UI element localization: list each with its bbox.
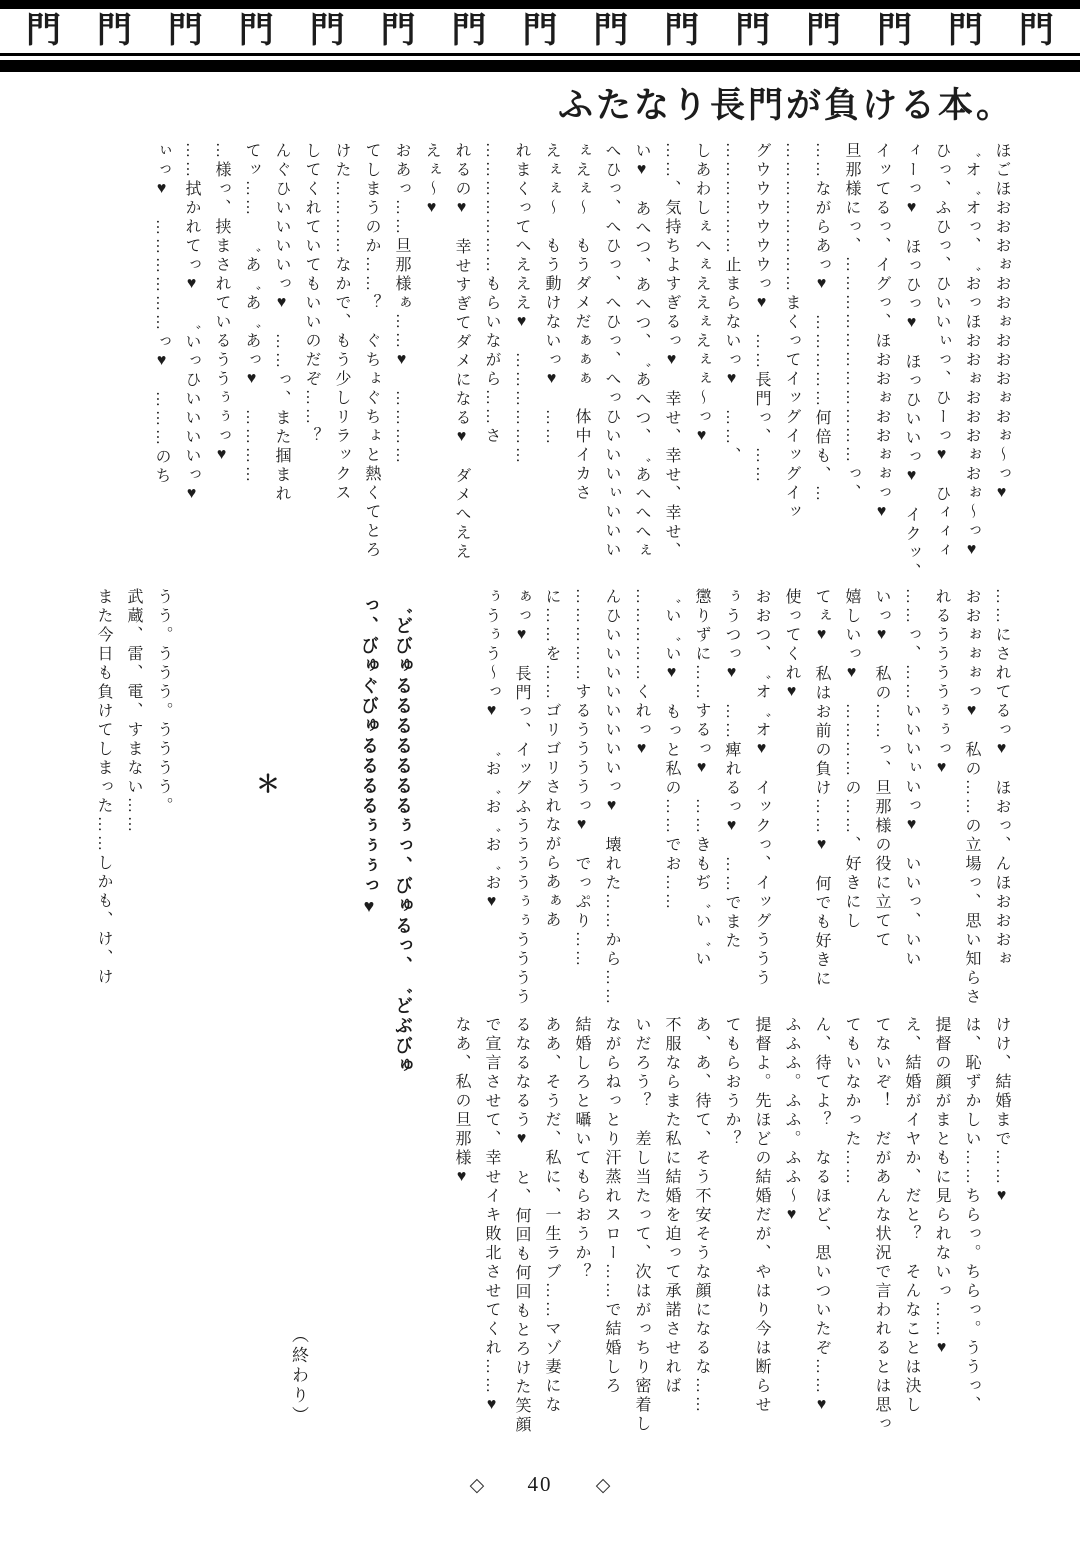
text-column: は、恥ずかしい……ちらっ。ちらっ。ううっ、 xyxy=(963,1016,980,1415)
text-column: ……………くれっ♥ xyxy=(633,588,650,760)
text-block-2 xyxy=(476,588,1016,1012)
text-column: ながらねっとり汗蒸れスロー……で結婚しろ xyxy=(603,1016,620,1396)
text-column: い♥ あへつ、あへつ、゛あへつ、゛あへへへぇ xyxy=(633,142,650,561)
text-column: に……を……ゴリゴリされながらあぁあ xyxy=(543,588,560,930)
diamond-ornament-right: ◇ xyxy=(595,1475,611,1496)
text-column: ……拭かれてっ♥ ゛いっひいいいいっ♥ xyxy=(183,142,200,505)
text-column: グウウウウウウっ♥ ……長門っ、…… xyxy=(753,142,770,485)
gate-glyph: 門 xyxy=(947,10,983,50)
text-column: ほごほおおおぉおおぉおおおぉおぉ〜っ♥ xyxy=(993,142,1010,504)
text-column: …………………もらいながら……さ xyxy=(483,142,500,446)
text-column: てもいなかった…… xyxy=(843,1016,860,1187)
header-thin-rule xyxy=(0,53,1080,56)
text-column: れまくってへえええ♥ ……………… xyxy=(513,142,530,466)
gate-glyph: 門 xyxy=(238,10,274,50)
gate-glyph: 門 xyxy=(380,10,416,50)
text-column: てもらおうか？ xyxy=(723,1016,740,1149)
text-column: ……………………まくってイッグイッグイッ xyxy=(783,142,800,522)
sound-effect-columns xyxy=(352,596,420,1076)
text-column: けた…………なかで、もう少しリラックス xyxy=(333,142,350,503)
page-number-row xyxy=(0,1472,1080,1497)
text-column: ん、待てよ？ なるほど、思いついたぞ……♥ xyxy=(813,1016,830,1416)
text-column: なあ、私の旦那様♥ xyxy=(453,1016,470,1188)
text-column: ……、気持ちよすぎるっ♥ 幸せ、幸せ、幸せ、 xyxy=(663,142,680,561)
text-column: ィーっ♥ ほっひっ♥ ほっひいいっ♥ イクッ、 xyxy=(903,142,920,582)
gate-glyph: 門 xyxy=(1018,10,1054,50)
text-column: るなるなるう♥ と、何回も何回もとろけた笑顔 xyxy=(513,1016,530,1435)
header-glyph-row xyxy=(0,9,1080,51)
text-column: ……………するううううっ♥ でっぷり…… xyxy=(573,588,590,969)
text-column: 不服ならまた私に結婚を迫って承諾させれば xyxy=(663,1016,680,1396)
decorative-header-band xyxy=(0,0,1080,72)
text-column: てないぞ！ だがあんな状況で言われるとは思っ xyxy=(873,1016,890,1434)
text-column: 提督よ。先ほどの結婚だが、やはり今は断らせ xyxy=(753,1016,770,1415)
sfx-column: ゛どびゅるるるるるるるぅっ、びゅるっ、゛どぶびゅ xyxy=(393,596,413,1076)
text-column: へひっ、へひっ、へひっ、へっひいいいぃいいい xyxy=(603,142,620,560)
text-column: てしまうのか……？ ぐちょぐちょと熱くてとろ xyxy=(363,142,380,560)
page-number: 40 xyxy=(527,1472,553,1496)
text-column: ………………止まらないっ♥ ……、 xyxy=(723,142,740,466)
text-column: ひっ、ふひっ、ひいいぃっ、ひーっ♥ ひィィィ xyxy=(933,142,950,561)
header-bottom-bar xyxy=(0,60,1080,72)
text-column: ……ながらあっ♥ ……………何倍も、… xyxy=(813,142,830,504)
text-column: えぇ〜♥ xyxy=(423,142,440,219)
gate-glyph: 門 xyxy=(309,10,345,50)
text-column: いだろう？ 差し当たって、次はがっちり密着し xyxy=(633,1016,650,1434)
gate-glyph: 門 xyxy=(451,10,487,50)
text-column: あ、あ、待て、そう不安そうな顔になるな…… xyxy=(693,1016,710,1415)
text-column: いっ♥ 私の……っ、旦那様の役に立てて xyxy=(873,588,890,950)
text-column: また今日も負けてしまった……しかも、け、け xyxy=(95,588,112,987)
text-column: ……にされてるっ♥ ほおっ、んほおおおぉ xyxy=(993,588,1010,969)
text-column: ゛オ゛オっ、゛おっほおおぉおおおぉおぉ〜っ♥ xyxy=(963,142,980,561)
text-column: ……っ、……いいいぃいっ♥ いいっ、いい xyxy=(903,588,920,969)
text-column: んぐひいいいいっ♥ ……っ、また掴まれ xyxy=(273,142,290,504)
text-block-1 xyxy=(146,142,1016,590)
text-column: ぇえぇ〜 もうダメだぁぁぁ 体中イカさ xyxy=(573,142,590,503)
text-column: えぇぇ〜 もう動けないっ♥ …… xyxy=(543,142,560,447)
gate-glyph: 門 xyxy=(877,10,913,50)
gate-glyph: 門 xyxy=(735,10,771,50)
gate-glyph: 門 xyxy=(26,10,62,50)
gate-glyph: 門 xyxy=(167,10,203,50)
sfx-column: っ、びゅぐびゅるるるるぅぅぅっ♥ xyxy=(359,596,379,918)
text-column: うう。ううう。うううう。 xyxy=(155,588,172,816)
text-column: 提督の顔がまともに見られないっ……♥ xyxy=(933,1016,950,1359)
text-column: 使ってくれ♥ xyxy=(783,588,800,703)
text-column: れるの♥ 幸せすぎてダメになる♥ ダメへええ xyxy=(453,142,470,562)
section-separator-asterisk: ＊ xyxy=(256,772,280,798)
text-column: ぃっ♥ ………………っ♥ ………のち xyxy=(153,142,170,486)
gate-glyph: 門 xyxy=(806,10,842,50)
page-title: ふたなり長門が負ける本。 xyxy=(557,86,1014,125)
text-block-3 xyxy=(446,1016,1016,1468)
text-column: けけ、結婚まで……♥ xyxy=(993,1016,1010,1207)
text-column: れるううううぅぅっ♥ xyxy=(933,588,950,779)
text-column: …様っ、挟まされているううぅぅっ♥ xyxy=(213,142,230,466)
text-column: 懲りずに……するっ♥ ……きもぢ゛い゛い xyxy=(693,588,710,969)
text-column: ぅうつっ♥ ……痺れるっ♥ ……でまた xyxy=(723,588,740,951)
text-column: 武蔵、雷、電、すまない…… xyxy=(125,588,142,835)
text-column: ゛い゛い♥ もっと私の……でお…… xyxy=(663,588,680,912)
text-block-2-left xyxy=(88,588,178,1024)
diamond-ornament-left: ◇ xyxy=(469,1475,485,1496)
text-column: 旦那様にっ、……………………………っ、 xyxy=(843,142,860,503)
text-column: てッ…… ゛あ゛あ゛あっ♥ ………… xyxy=(243,142,260,485)
text-column: おおぉぉぉっ♥ 私の……の立場っ、思い知らさ xyxy=(963,588,980,1007)
text-column: んひいいいいいいいいっ♥ 壊れた……から…… xyxy=(603,588,620,1007)
text-column: おあっ……旦那様ぁ……♥ ………… xyxy=(393,142,410,466)
gate-glyph: 門 xyxy=(593,10,629,50)
text-column: ああ、そうだ、私に、一生ラブ……マゾ妻にな xyxy=(543,1016,560,1415)
gate-glyph: 門 xyxy=(664,10,700,50)
end-marker: （終わり） xyxy=(289,1326,308,1426)
text-column: で宣言させて、幸せイキ敗北させてくれ……♥ xyxy=(483,1016,500,1416)
text-column: してくれていてもいいのだぞ……？ xyxy=(303,142,320,446)
text-column: え、結婚がイヤか、だと？ そんなことは決し xyxy=(903,1016,920,1415)
text-column: イッてるっ、イグっ、ほおおぉおおぉぉっ♥ xyxy=(873,142,890,523)
text-column: ぁっ♥ 長門っ、イッグふううううぅぅうううう xyxy=(513,588,530,1007)
text-column: ぅうぅう〜っ♥ ゛お゛お゛お゛お♥ xyxy=(483,588,500,913)
text-column: 結婚しろと囁いてもらおうか？ xyxy=(573,1016,590,1282)
text-column: しあわしぇへぇええぇえぇぇ〜っ♥ xyxy=(693,142,710,447)
text-column: ふふふ。ふふ。ふふ〜♥ xyxy=(783,1016,800,1226)
gate-glyph: 門 xyxy=(96,10,132,50)
text-column: おおつ、゛オ゛オ♥ イックっ、イッグううう xyxy=(753,588,770,988)
text-column: 嬉しいっ♥ …………の……、好きにし xyxy=(843,588,860,931)
gate-glyph: 門 xyxy=(522,10,558,50)
header-top-bar xyxy=(0,0,1080,9)
text-column: てぇ♥ 私はお前の負け……♥ 何でも好きに xyxy=(813,588,830,989)
